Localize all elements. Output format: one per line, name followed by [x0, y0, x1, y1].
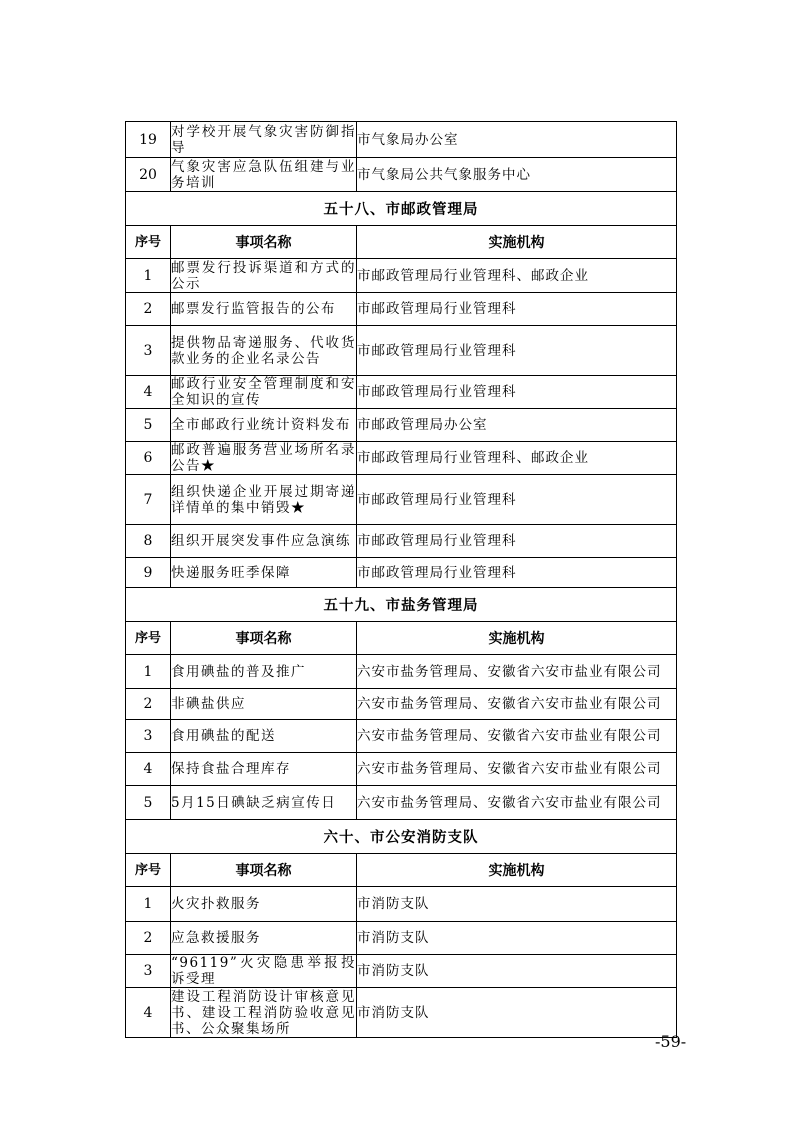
implementing-agency: 市邮政管理局行业管理科 — [357, 326, 677, 376]
implementing-agency: 市气象局公共气象服务中心 — [357, 158, 677, 192]
row-number: 4 — [126, 753, 171, 786]
implementing-agency: 市消防支队 — [357, 922, 677, 955]
implementing-agency: 市气象局办公室 — [357, 122, 677, 158]
implementing-agency: 市邮政管理局行业管理科、邮政企业 — [357, 442, 677, 475]
item-name: 邮政行业安全管理制度和安全知识的宣传 — [171, 376, 356, 408]
section-title: 六十、市公安消防支队 — [126, 820, 677, 854]
item-name: 组织快递企业开展过期寄递详情单的集中销毁★ — [171, 475, 357, 525]
item-name: 气象灾害应急队伍组建与业务培训 — [171, 158, 356, 191]
row-number: 9 — [126, 558, 171, 588]
header-item-name: 事项名称 — [171, 622, 357, 655]
item-name: 邮票发行投诉渠道和方式的公示 — [171, 259, 356, 292]
table-row — [126, 442, 677, 475]
section-title-row — [126, 588, 677, 622]
table-row — [126, 753, 677, 786]
table-row — [126, 409, 677, 442]
table-row — [126, 525, 677, 558]
table-row — [126, 326, 677, 376]
section-title: 五十八、市邮政管理局 — [126, 192, 677, 226]
row-number: 3 — [126, 326, 171, 376]
row-number: 2 — [126, 689, 171, 720]
row-number: 4 — [126, 988, 171, 1038]
item-name: 食用碘盐的普及推广 — [171, 655, 357, 689]
row-number: 19 — [126, 122, 171, 158]
header-number: 序号 — [126, 854, 171, 887]
table-row — [126, 655, 677, 689]
row-number: 1 — [126, 887, 171, 922]
implementing-agency: 市消防支队 — [357, 955, 677, 988]
page-number: -59- — [655, 1032, 687, 1051]
table-row — [126, 887, 677, 922]
table-row — [126, 988, 677, 1038]
header-agency: 实施机构 — [357, 622, 677, 655]
header-item-name: 事项名称 — [171, 854, 357, 887]
implementing-agency: 市邮政管理局行业管理科 — [357, 376, 677, 409]
table-row — [126, 786, 677, 820]
item-name: 提供物品寄递服务、代收货款业务的企业名录公告 — [171, 326, 357, 376]
table-row — [126, 558, 677, 588]
table-row — [126, 475, 677, 525]
header-number: 序号 — [126, 226, 171, 259]
section-title-row — [126, 820, 677, 854]
row-number: 2 — [126, 922, 171, 955]
table-header-row — [126, 226, 677, 259]
item-name: 快递服务旺季保障 — [171, 558, 357, 588]
implementing-agency: 六安市盐务管理局、安徽省六安市盐业有限公司 — [357, 689, 677, 720]
implementing-agency: 市邮政管理局行业管理科 — [357, 558, 677, 588]
implementing-agency: 六安市盐务管理局、安徽省六安市盐业有限公司 — [357, 786, 677, 820]
item-name: 组织开展突发事件应急演练 — [171, 525, 357, 558]
item-name: 应急救援服务 — [171, 922, 357, 955]
section-title: 五十九、市盐务管理局 — [126, 588, 677, 622]
item-name: 保持食盐合理库存 — [171, 753, 357, 786]
table-header-row — [126, 622, 677, 655]
table-row — [126, 689, 677, 720]
table-row — [126, 122, 677, 158]
table-header-row — [126, 854, 677, 887]
item-name: 建设工程消防设计审核意见书、建设工程消防验收意见书、公众聚集场所 — [171, 988, 356, 1037]
row-number: 3 — [126, 955, 171, 988]
item-name: 5月15日碘缺乏病宣传日 — [171, 786, 357, 820]
item-name: 火灾扑救服务 — [171, 887, 357, 922]
item-name: 邮票发行监管报告的公布 — [171, 293, 357, 326]
table-row — [126, 922, 677, 955]
implementing-agency: 市消防支队 — [357, 988, 677, 1038]
header-item-name: 事项名称 — [171, 226, 357, 259]
item-name: 非碘盐供应 — [171, 689, 357, 720]
section-title-row — [126, 192, 677, 226]
row-number: 7 — [126, 475, 171, 525]
table-row — [126, 158, 677, 192]
item-name: “96119”火灾隐患举报投诉受理 — [171, 955, 356, 987]
implementing-agency: 六安市盐务管理局、安徽省六安市盐业有限公司 — [357, 655, 677, 689]
table-row — [126, 955, 677, 988]
row-number: 8 — [126, 525, 171, 558]
implementing-agency: 市邮政管理局行业管理科 — [357, 525, 677, 558]
item-name: 对学校开展气象灾害防御指导 — [171, 123, 356, 156]
table-row — [126, 259, 677, 293]
row-number: 20 — [126, 158, 171, 192]
public-service-table — [125, 121, 677, 1038]
item-name: 食用碘盐的配送 — [171, 720, 357, 753]
implementing-agency: 市邮政管理局办公室 — [357, 409, 677, 442]
row-number: 6 — [126, 442, 171, 475]
item-name: 全市邮政行业统计资料发布 — [171, 409, 357, 442]
table-row — [126, 720, 677, 753]
implementing-agency: 市邮政管理局行业管理科 — [357, 293, 677, 326]
table-row — [126, 293, 677, 326]
row-number: 4 — [126, 376, 171, 409]
item-name: 邮政普遍服务营业场所名录公告★ — [171, 442, 356, 474]
row-number: 5 — [126, 409, 171, 442]
header-agency: 实施机构 — [357, 226, 677, 259]
table-row — [126, 376, 677, 409]
implementing-agency: 市消防支队 — [357, 887, 677, 922]
header-agency: 实施机构 — [357, 854, 677, 887]
implementing-agency: 市邮政管理局行业管理科、邮政企业 — [357, 259, 677, 293]
implementing-agency: 六安市盐务管理局、安徽省六安市盐业有限公司 — [357, 720, 677, 753]
row-number: 1 — [126, 259, 171, 293]
row-number: 5 — [126, 786, 171, 820]
implementing-agency: 市邮政管理局行业管理科 — [357, 475, 677, 525]
row-number: 2 — [126, 293, 171, 326]
row-number: 1 — [126, 655, 171, 689]
header-number: 序号 — [126, 622, 171, 655]
implementing-agency: 六安市盐务管理局、安徽省六安市盐业有限公司 — [357, 753, 677, 786]
row-number: 3 — [126, 720, 171, 753]
